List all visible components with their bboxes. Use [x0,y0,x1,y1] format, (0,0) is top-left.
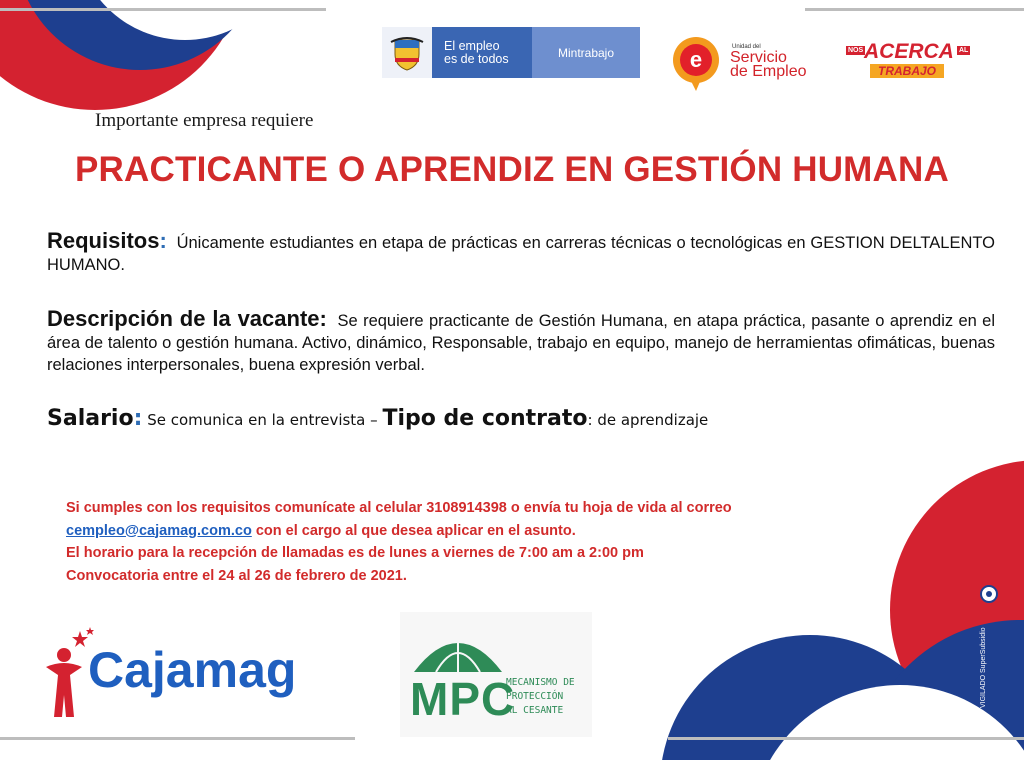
umbrella-icon [410,634,506,674]
contact-line2 [66,520,826,543]
gov-logo [382,27,640,78]
descripcion-colon: : [319,306,327,331]
contrato-text: : de aprendizaje [587,411,709,429]
descripcion-text: Se requiere practicante de Gestión Humana, en atapa práctica, pasante o aprendiz en el área de talento o gestión humana. Activo, dinámico, Responsable, trabajo en equipo, manejo de herramientas ofimáticas, buenas relaciones interpersonales, buena expresión verbal. [47,312,996,374]
descripcion-section [47,308,995,376]
contact-block [66,497,826,587]
email-link[interactable]: cempleo@cajamag.com.co [66,522,252,539]
frame-line-bottom-left [0,737,355,740]
salario-text: Se comunica en la entrevista – [147,411,378,429]
svg-text:e: e [689,47,703,72]
mpc-letters: MPC [410,673,516,725]
decor-bottom-right [600,440,1024,760]
contact-line1: Si cumples con los requisitos comunícate al celular 3108914398 o envía tu hoja de vida al correo [66,500,732,516]
requisitos-section [47,230,995,276]
cajamag-logo [40,625,320,725]
servicio-small-label: Unidad del [732,44,761,50]
contact-line3: El horario para la recepción de llamadas es de lunes a viernes de 7:00 am a 2:00 pm [66,545,644,561]
cajamag-wordmark: Cajamag [88,642,297,698]
vigilado-text: VIGILADO SuperSubsidio [980,627,987,708]
mpc-line2: PROTECCIÓN [506,691,564,702]
vigilado-badge [978,584,1000,710]
servicio-text [730,51,807,79]
servicio-line1: Servicio [730,49,787,66]
salario-colon: : [133,406,143,431]
acerca-nos: NOS [848,47,864,54]
frame-line-top-right [805,8,1024,11]
descripcion-label: Descripción de la vacante [47,306,320,331]
mpc-caption [506,676,575,718]
salario-label: Salario [47,406,134,431]
frame-line-top-left [0,8,326,11]
servicio-empleo-logo [668,33,828,93]
salario-section [47,408,995,431]
acerca-main: ACERCA [864,40,954,63]
mintrabajo-label: Mintrabajo [532,27,640,78]
gov-slogan-line1: El empleo [444,39,500,53]
contact-line2-rest: con el cargo al que desea aplicar en el asunto. [251,522,576,539]
acerca-al: AL [959,47,969,54]
mpc-line3: AL CESANTE [506,705,564,716]
page-title: PRACTICANTE O APRENDIZ EN GESTIÓN HUMANA [75,150,949,189]
servicio-empleo-icon [670,33,724,93]
intro-text: Importante empresa requiere [95,110,314,131]
requisitos-label: Requisitos [47,228,160,253]
mpc-logo [400,612,592,737]
mpc-line1: MECANISMO DE [506,677,575,688]
gov-slogan-line2: es de todos [444,52,509,66]
acerca-trabajo-logo [846,40,976,84]
frame-line-bottom-right [668,737,1024,740]
servicio-line2: de Empleo [730,63,807,80]
contact-line4: Convocatoria entre el 24 al 26 de febrero de 2021. [66,567,407,584]
gov-logo-slogan [432,27,532,78]
contrato-label: Tipo de contrato [382,406,588,431]
supersubsidio-icon [978,584,1000,604]
acerca-sub: TRABAJO [870,64,944,78]
requisitos-text: Únicamente estudiantes en etapa de prácticas en carreras técnicas o tecnológicas en GESTION DELTALENTO HUMANO. [47,234,996,274]
coat-of-arms-icon [382,27,432,78]
requisitos-colon: : [159,228,167,253]
